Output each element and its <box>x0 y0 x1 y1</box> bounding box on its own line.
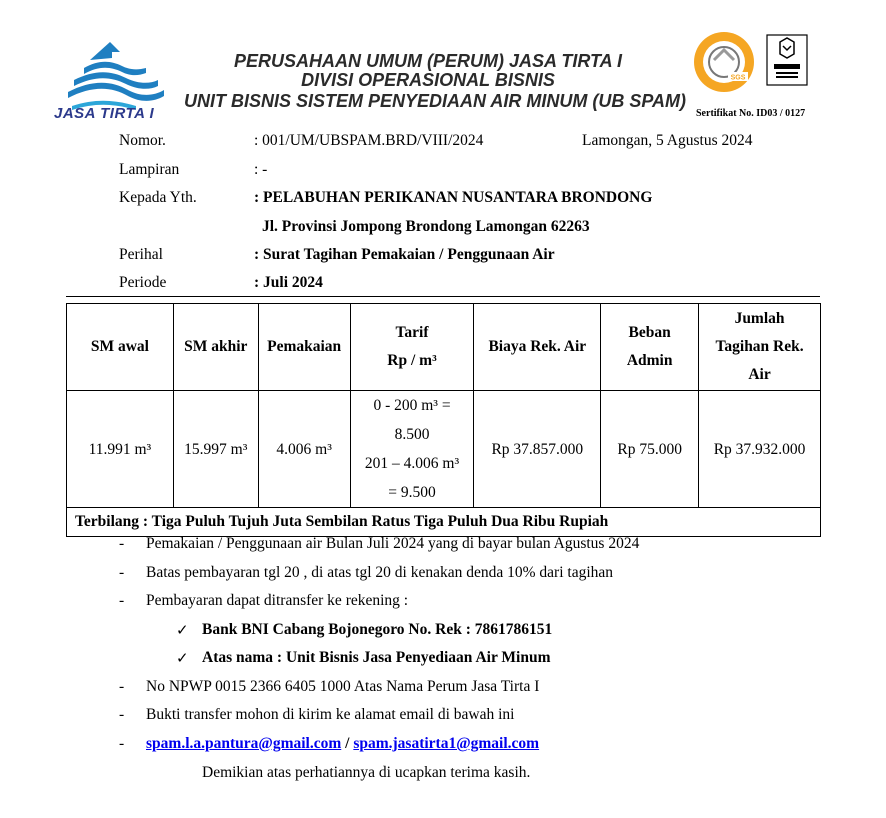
account-name: Atas nama : Unit Bisnis Jasa Penyediaan Air Minum <box>202 649 551 666</box>
header-jumlah <box>699 304 821 391</box>
header-sm-akhir: SM akhir <box>173 304 258 391</box>
email-links <box>146 735 539 753</box>
kepada-value: : PELABUHAN PERIKANAN NUSANTARA BRONDONG <box>254 189 653 206</box>
check-icon: ✓ <box>176 621 189 639</box>
terbilang-text: Terbilang : Tiga Puluh Tujuh Juta Sembilan Ratus Tiga Puluh Dua Ribu Rupiah <box>67 508 821 537</box>
email-link-1[interactable]: spam.l.a.pantura@gmail.com <box>146 735 342 752</box>
division-name: DIVISI OPERASIONAL BISNIS <box>301 70 555 90</box>
header-beban <box>601 304 699 391</box>
billing-table <box>66 303 821 537</box>
divider <box>66 296 820 297</box>
recipient-address: Jl. Provinsi Jompong Brondong Lamongan 62263 <box>262 218 590 235</box>
header-jumlah-line2: Tagihan Rek. <box>715 338 804 355</box>
perihal-label: Perihal <box>119 246 163 263</box>
cell-pemakaian: 4.006 m³ <box>258 391 350 508</box>
bullet-dash: - <box>119 678 125 695</box>
cell-sm-akhir: 15.997 m³ <box>173 391 258 508</box>
cell-biaya: Rp 37.857.000 <box>474 391 601 508</box>
table-row <box>67 391 821 508</box>
bullet-dash: - <box>119 592 125 609</box>
tarif-line1: 0 - 200 m³ = <box>373 397 451 414</box>
nomor-value: : 001/UM/UBSPAM.BRD/VIII/2024 <box>254 132 484 149</box>
bullet-dash: - <box>119 535 125 552</box>
cell-beban: Rp 75.000 <box>601 391 699 508</box>
note-npwp: No NPWP 0015 2366 6405 1000 Atas Nama Perum Jasa Tirta I <box>146 678 540 695</box>
svg-text:SGS: SGS <box>730 74 746 82</box>
unit-name: UNIT BISNIS SISTEM PENYEDIAAN AIR MINUM (UB SPAM) <box>183 91 686 111</box>
note-proof-email: Bukti transfer mohon di kirim ke alamat email di bawah ini <box>146 706 515 723</box>
header-biaya: Biaya Rek. Air <box>474 304 601 391</box>
header-beban-line2: Admin <box>626 352 673 369</box>
kepada-label: Kepada Yth. <box>119 189 197 206</box>
company-name: PERUSAHAAN UMUM (PERUM) JASA TIRTA I <box>233 51 622 71</box>
note-transfer: Pembayaran dapat ditransfer ke rekening : <box>146 592 409 609</box>
header-tarif <box>350 304 474 391</box>
periode-label: Periode <box>119 274 167 291</box>
bullet-dash: - <box>119 735 125 752</box>
note-payment-deadline: Batas pembayaran tgl 20 , di atas tgl 20 di kenakan denda 10% dari tagihan <box>146 564 614 581</box>
tarif-line3: 201 – 4.006 m³ <box>364 455 460 472</box>
header-jumlah-line3: Air <box>748 366 771 383</box>
perihal-value: : Surat Tagihan Pemakaian / Penggunaan Air <box>254 246 555 263</box>
letter-date: Lamongan, 5 Agustus 2024 <box>582 132 753 149</box>
header-beban-line1: Beban <box>628 324 671 341</box>
certificate-number: Sertifikat No. ID03 / 0127 <box>696 108 806 119</box>
tarif-line2: 8.500 <box>394 426 430 443</box>
lampiran-value: : - <box>254 161 268 178</box>
nomor-label: Nomor. <box>119 132 166 149</box>
cell-sm-awal: 11.991 m³ <box>67 391 174 508</box>
email-link-2[interactable]: spam.jasatirta1@gmail.com <box>353 735 540 752</box>
note-usage-period: Pemakaian / Penggunaan air Bulan Juli 2024 yang di bayar bulan Agustus 2024 <box>146 535 640 552</box>
check-icon: ✓ <box>176 649 189 667</box>
header-jumlah-line1: Jumlah <box>734 310 785 327</box>
header-tarif-line2: Rp / m³ <box>387 352 437 369</box>
terbilang-row <box>67 508 821 537</box>
lampiran-label: Lampiran <box>119 161 180 178</box>
header-tarif-line1: Tarif <box>395 324 429 341</box>
periode-value: : Juli 2024 <box>254 274 323 291</box>
cell-tarif <box>350 391 474 508</box>
table-header-row <box>67 304 821 391</box>
closing-text: Demikian atas perhatiannya di ucapkan terima kasih. <box>202 764 531 781</box>
bullet-dash: - <box>119 706 125 723</box>
ukas-quality-mark-icon <box>766 34 808 86</box>
header-sm-awal: SM awal <box>67 304 174 391</box>
sgs-iso-seal-icon <box>692 30 756 94</box>
bullet-dash: - <box>119 564 125 581</box>
tarif-line4: = 9.500 <box>388 484 436 501</box>
cell-jumlah: Rp 37.932.000 <box>699 391 821 508</box>
bank-account: Bank BNI Cabang Bojonegoro No. Rek : 7861786151 <box>202 621 553 638</box>
email-separator: / <box>341 735 354 752</box>
header-pemakaian: Pemakaian <box>258 304 350 391</box>
logo-text: JASA TIRTA I <box>54 105 155 122</box>
